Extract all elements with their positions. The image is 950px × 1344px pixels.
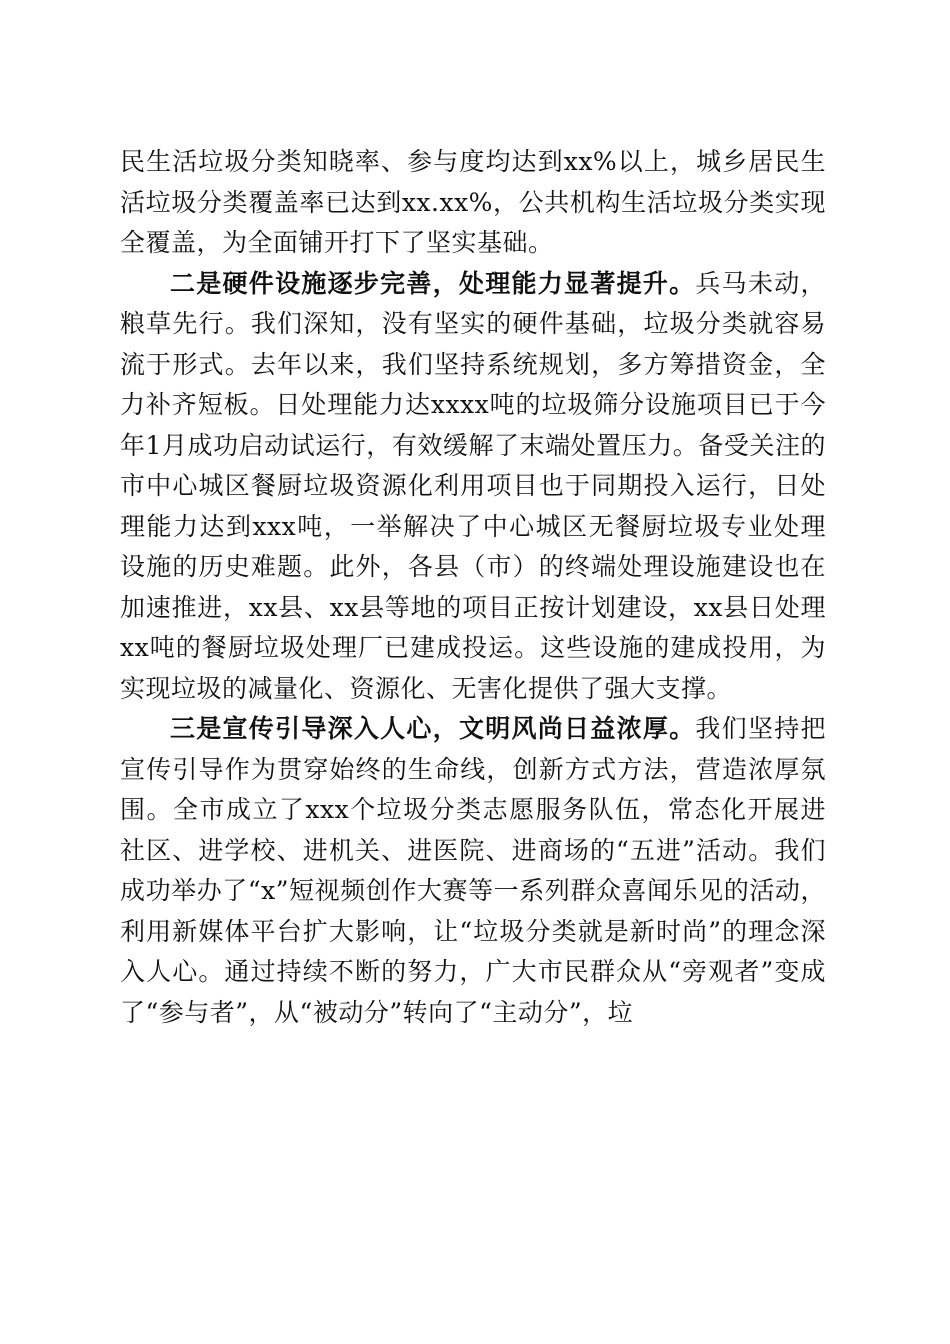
document-body [120, 142, 826, 1033]
paragraph-3-text: 我们坚持把宣传引导作为贯穿始终的生命线，创新方式方法，营造浓厚氛围。全市成立了xxx个垃圾分类志愿服务队伍，常态化开展进社区、进学校、进机关、进医院、进商场的“五进”活动。我们成功举办了“x”短视频创作大赛等一系列群众喜闻乐见的活动，利用新媒体平台扩大影响，让“垃圾分类就是新时尚”的理念深入人心。通过持续不断的努力，广大市民群众从“旁观者”变成了“参与者”，从“被动分”转向了“主动分”，垃 [120, 714, 826, 1027]
paragraph-1-text: 民生活垃圾分类知晓率、参与度均达到xx%以上，城乡居民生活垃圾分类覆盖率已达到xx.xx%，公共机构生活垃圾分类实现全覆盖，为全面铺开打下了坚实基础。 [120, 147, 826, 257]
paragraph-2 [120, 264, 826, 710]
paragraph-1 [120, 142, 826, 264]
paragraph-2-text: 兵马未动，粮草先行。我们深知，没有坚实的硬件基础，垃圾分类就容易流于形式。去年以来，我们坚持系统规划，多方筹措资金，全力补齐短板。日处理能力达xxxx吨的垃圾筛分设施项目已于今年1月成功启动试运行，有效缓解了末端处置压力。备受关注的市中心城区餐厨垃圾资源化利用项目也于同期投入运行，日处理能力达到xxx吨，一举解决了中心城区无餐厨垃圾专业处理设施的历史难题。此外，各县（市）的终端处理设施建设也在加速推进，xx县、xx县等地的项目正按计划建设，xx县日处理xx吨的餐厨垃圾处理厂已建成投运。这些设施的建成投用，为实现垃圾的减量化、资源化、无害化提供了强大支撑。 [120, 268, 826, 703]
paragraph-2-heading: 二是硬件设施逐步完善，处理能力显著提升。 [170, 268, 696, 298]
paragraph-3-heading: 三是宣传引导深入人心，文明风尚日益浓厚。 [170, 714, 696, 743]
paragraph-3 [120, 709, 826, 1033]
